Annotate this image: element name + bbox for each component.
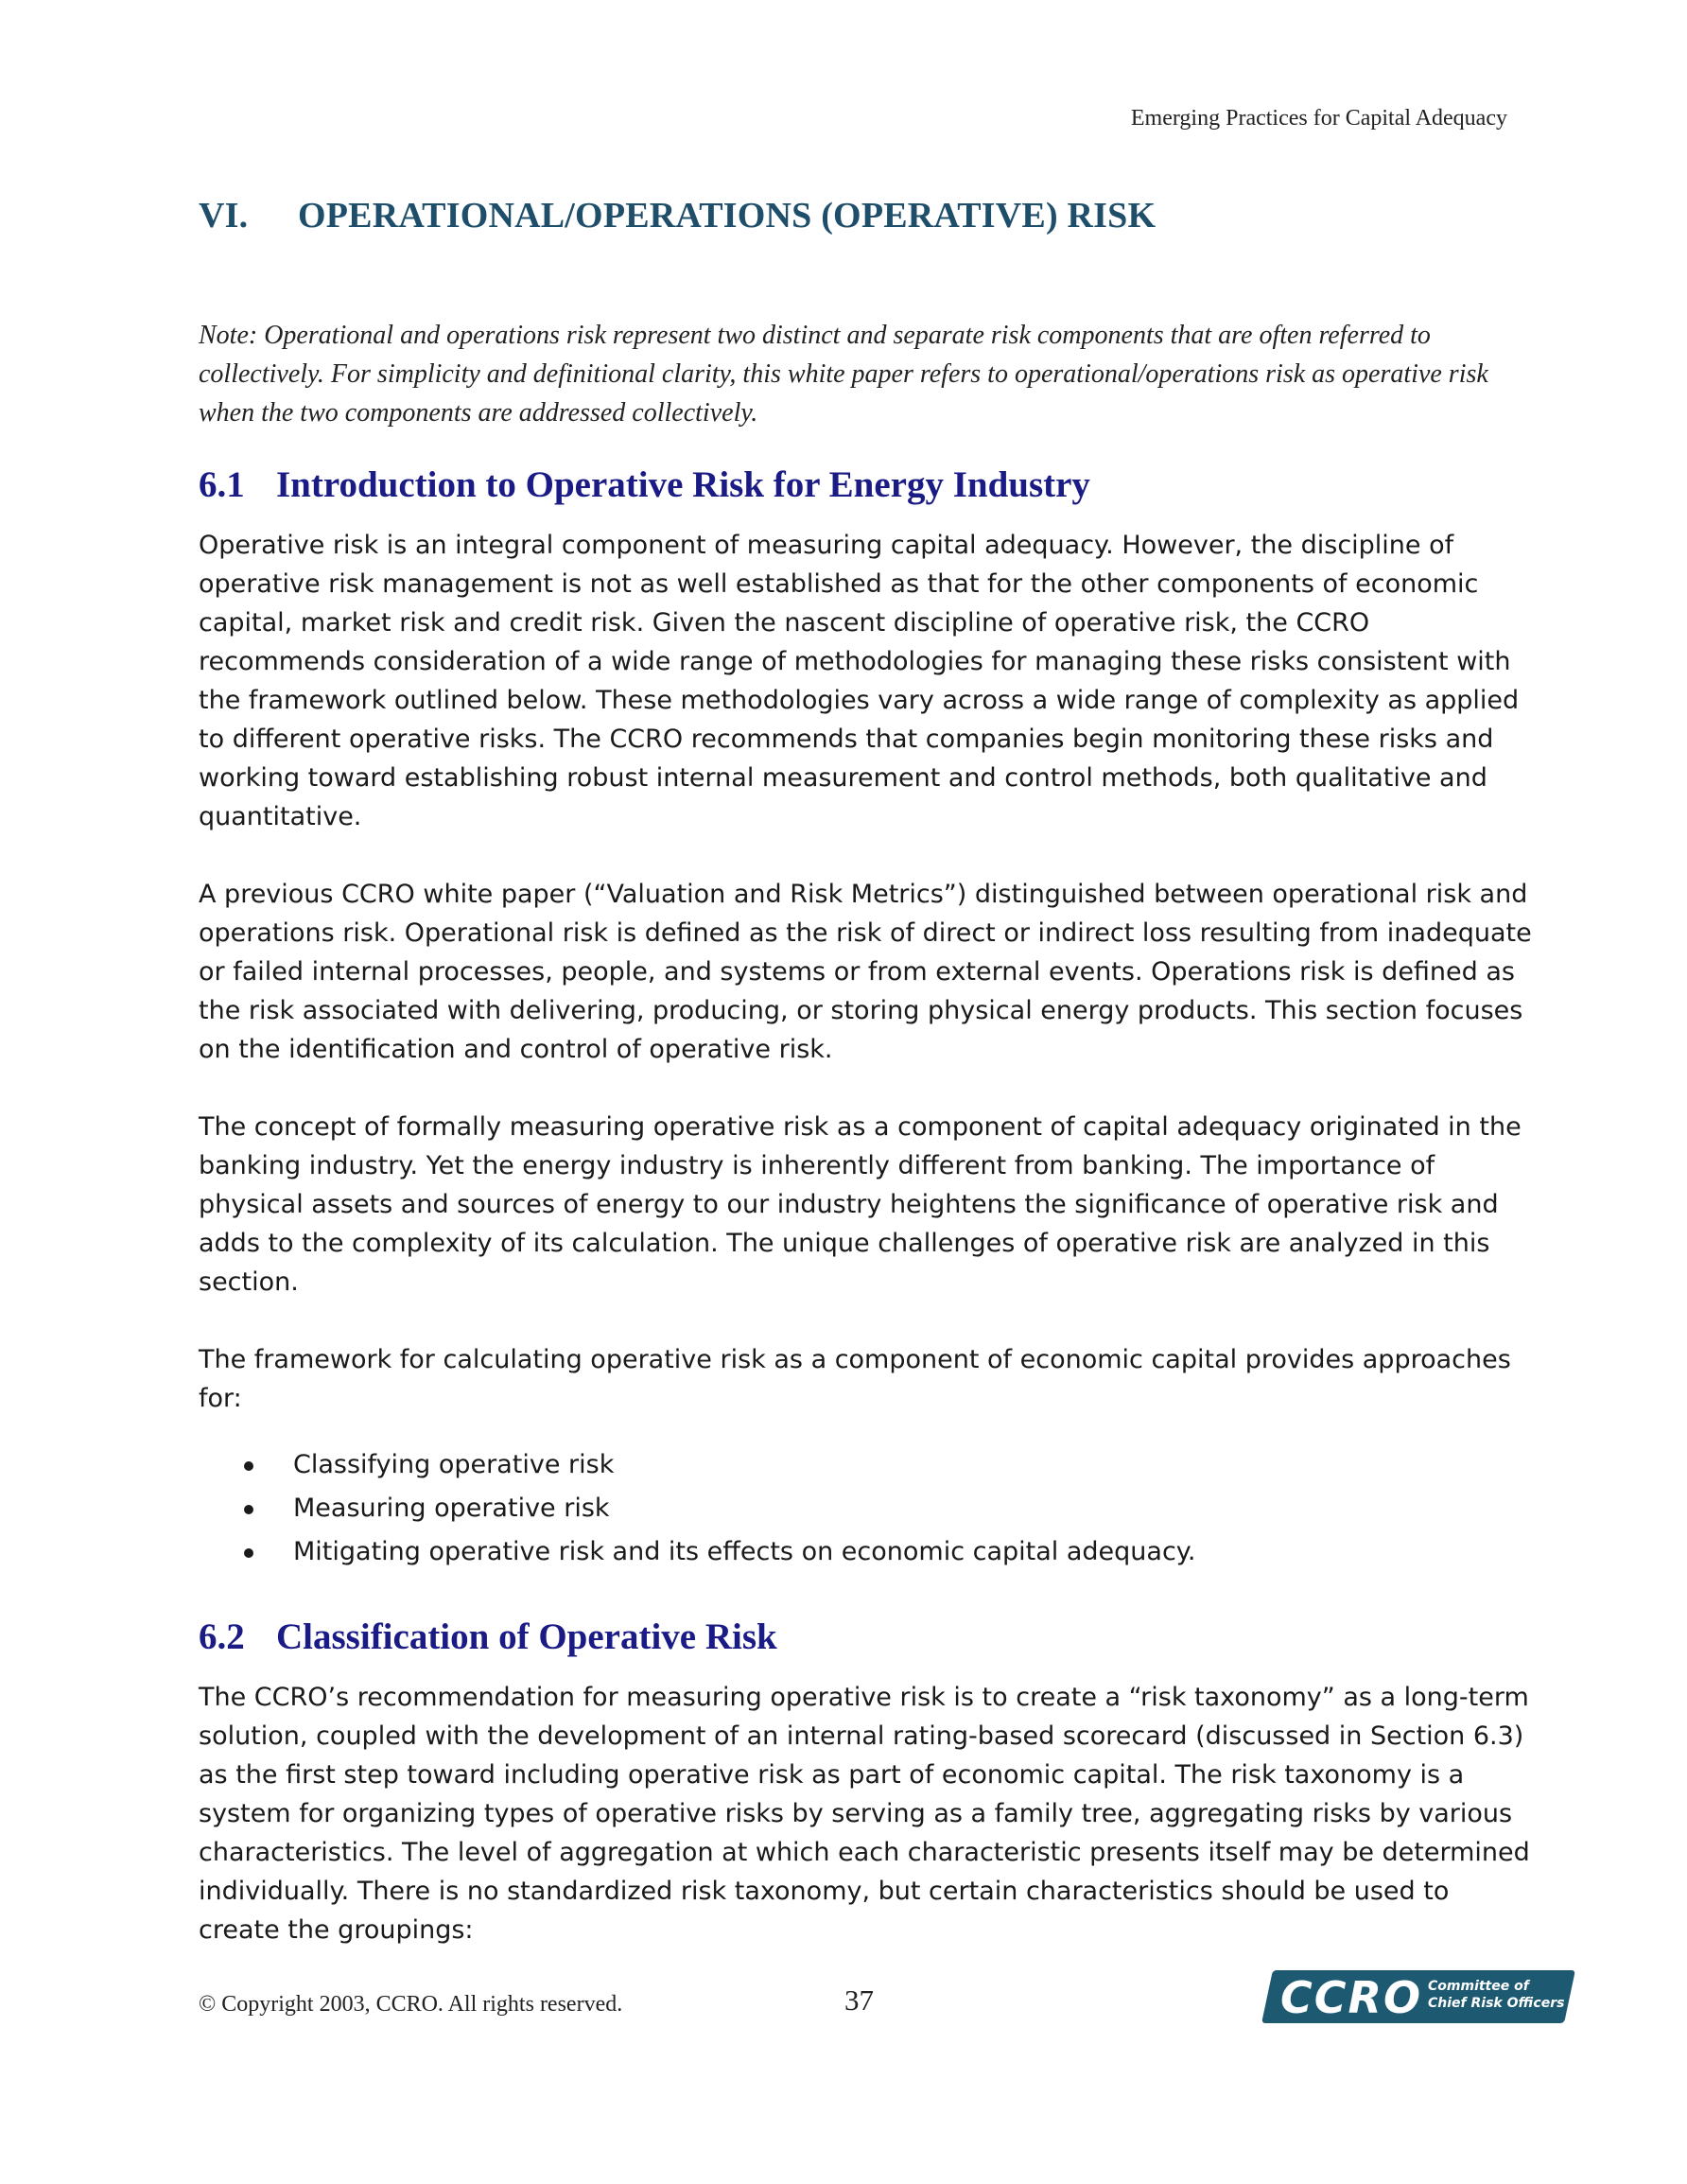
section-heading-6-1 <box>199 463 1536 506</box>
bullet-icon <box>244 1548 253 1558</box>
paragraph-definitions: A previous CCRO white paper (“Valuation and Risk Metrics”) distinguished between operational risk and operations risk. Operational risk is defined as the risk of direct or indirect loss resulting from inadequate or failed internal processes, people, and systems or from external events. Operations risk is defined as the risk associated with delivering, producing, or storing physical energy products. This section focuses on the identification and control of operative risk. <box>199 880 1532 1064</box>
list-item: Measuring operative risk <box>199 1487 1536 1530</box>
ccro-logo <box>1267 1970 1570 2023</box>
paragraph-classification: The CCRO’s recommendation for measuring operative risk is to create a “risk taxonomy” as a long-term solution, coupled with the development of an internal rating-based scorecard (discussed in Section 6.3) as the first step toward including operative risk as part of economic capital. The risk taxonomy is a system for organizing types of operative risks by serving as a family tree, aggregating risks by various characteristics. The level of aggregation at which each characteristic presents itself may be determined individually. There is no standardized risk taxonomy, but certain characteristics should be used to create the groupings: <box>199 1683 1530 1945</box>
logo-tagline: Committee of Chief Risk Officers <box>1428 1979 1565 2011</box>
paragraph-banking: The concept of formally measuring operative risk as a component of capital adequacy originated in the banking industry. Yet the energy industry is inherently different from banking. The importance of physical assets and sources of energy to our industry heightens the significance of operative risk and adds to the complexity of its calculation. The unique challenges of operative risk are analyzed in this section. <box>199 1112 1522 1297</box>
note-paragraph: Note: Operational and operations risk represent two distinct and separate risk components that are often referred to collectively. For simplicity and definitional clarity, this white paper refers to operational/operations risk as operative risk when the two components are addressed collectively. <box>199 321 1488 428</box>
section-number: 6.1 <box>199 464 245 505</box>
paragraph-intro: Operative risk is an integral component of measuring capital adequacy. However, the discipline of operative risk management is not as well established as that for the other components of economic capital, market risk and credit risk. Given the nascent discipline of operative risk, the CCRO recommends consideration of a wide range of methodologies for managing these risks consistent with the framework outlined below. These methodologies vary across a wide range of complexity as applied to different operative risks. The CCRO recommends that companies begin monitoring these risks and working toward establishing robust internal measurement and control methods, both qualitative and quantitative. <box>199 531 1520 831</box>
paragraph-framework: The framework for calculating operative risk as a component of economic capital provides approaches for: <box>199 1345 1511 1413</box>
logo-letters: CCRO <box>1280 1972 1423 2023</box>
section-title: Classification of Operative Risk <box>276 1616 777 1657</box>
chapter-title <box>199 195 1507 236</box>
bullet-icon <box>244 1505 253 1514</box>
list-item: Classifying operative risk <box>199 1443 1536 1487</box>
section-title: Introduction to Operative Risk for Energy Industry <box>276 464 1090 505</box>
approaches-list <box>199 1443 1536 1574</box>
list-item: Mitigating operative risk and its effects on economic capital adequacy. <box>199 1530 1536 1574</box>
footer-copyright: © Copyright 2003, CCRO. All rights reserved. <box>199 1992 623 2017</box>
chapter-number: VI. <box>199 196 249 236</box>
section-number: 6.2 <box>199 1616 245 1657</box>
chapter-title-text: OPERATIONAL/OPERATIONS (OPERATIVE) RISK <box>298 196 1157 236</box>
running-header: Emerging Practices for Capital Adequacy <box>1130 106 1507 131</box>
page-number: 37 <box>844 1983 874 2017</box>
bullet-icon <box>244 1461 253 1471</box>
section-heading-6-2 <box>199 1616 1536 1658</box>
